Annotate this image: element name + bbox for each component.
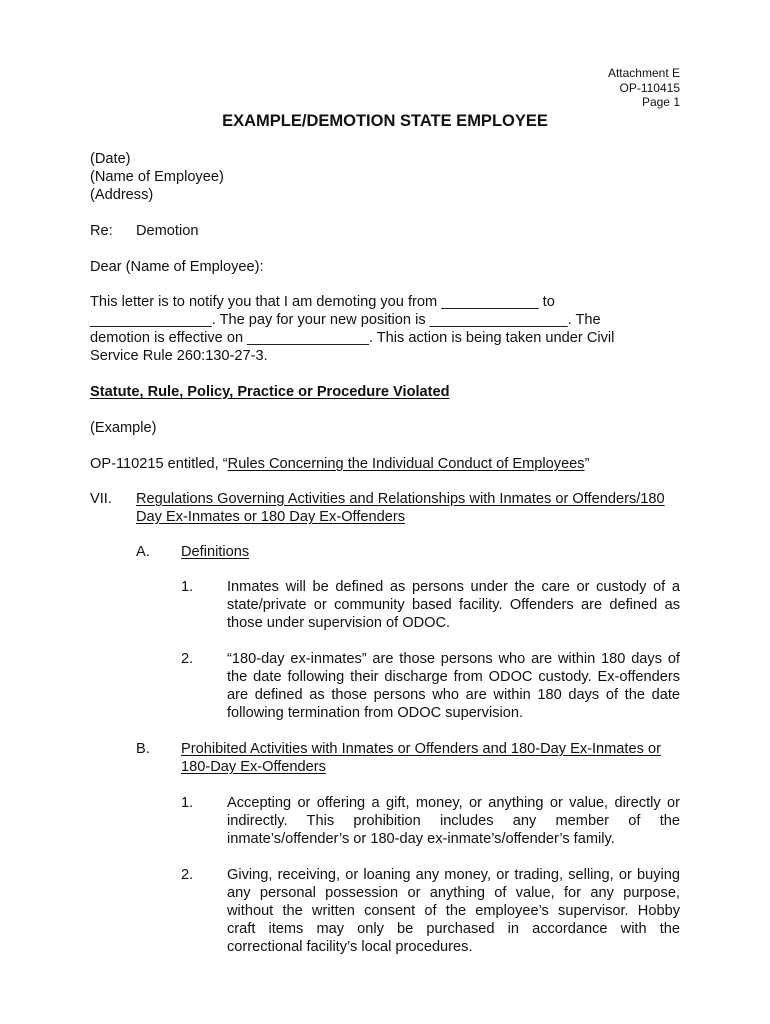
op-reference — [90, 455, 589, 473]
body-line: _______________. The pay for your new position is _________________. The — [90, 312, 601, 328]
list-item-line: Accepting or offering a gift, money, or anything or value, directly or — [227, 795, 680, 811]
list-item-line: craft items may only be purchased in accordance with the — [227, 921, 680, 937]
list-item-line: correctional facility’s local procedures. — [227, 939, 473, 955]
section-b-letter: B. — [136, 741, 150, 757]
re-subject: Demotion — [136, 223, 199, 239]
section-b-heading: Prohibited Activities with Inmates or Offenders and 180-Day Ex-Inmates or — [181, 741, 661, 757]
op-reference-link[interactable]: Rules Concerning the Individual Conduct of Employees — [227, 456, 585, 472]
statute-heading: Statute, Rule, Policy, Practice or Procedure Violated — [90, 384, 450, 400]
salutation: Dear (Name of Employee): — [90, 259, 264, 275]
body-line: Service Rule 260:130-27-3. — [90, 348, 268, 364]
list-item-line: “180-day ex-inmates” are those persons who are within 180 days of — [227, 651, 680, 667]
section-vii-heading: Day Ex-Inmates or 180 Day Ex-Offenders — [136, 509, 406, 525]
re-label: Re: — [90, 223, 113, 239]
list-item-number: 1. — [181, 579, 194, 595]
section-vii-number: VII. — [90, 491, 112, 507]
list-item-line: inmate’s/offender’s or 180-day ex-inmate’s/offender’s family. — [227, 831, 615, 847]
attachment-label: Attachment E — [607, 66, 680, 80]
list-item-line: Giving, receiving, or loaning any money, or trading, selling, or buying — [227, 867, 680, 883]
section-a-letter: A. — [136, 544, 150, 560]
body-line: demotion is effective on _______________. This action is being taken under Civil — [90, 330, 615, 346]
address-placeholder: (Address) — [90, 187, 154, 203]
op-number-label: OP-110415 — [619, 80, 680, 95]
body-line: This letter is to notify you that I am demoting you from ____________ to — [90, 294, 555, 310]
list-item-line: the date following their discharge from ODOC custody. Ex-offenders — [227, 669, 680, 685]
section-a-heading: Definitions — [181, 544, 250, 560]
list-item-line: those under supervision of ODOC. — [227, 615, 451, 631]
date-placeholder: (Date) — [90, 151, 131, 167]
employee-name-placeholder: (Name of Employee) — [90, 169, 224, 185]
list-item-line: without the written consent of the employee’s supervisor. Hobby — [227, 903, 680, 919]
list-item-line: any personal possession or anything of value, for any purpose, — [227, 885, 680, 901]
list-item-line: following termination from ODOC supervision. — [227, 705, 524, 721]
list-item-line: Inmates will be defined as persons under the care or custody of a — [227, 579, 680, 595]
list-item-line: indirectly. This prohibition includes any member of the — [227, 813, 680, 829]
section-b-heading: 180-Day Ex-Offenders — [181, 759, 326, 775]
example-label: (Example) — [90, 420, 157, 436]
document-title: EXAMPLE/DEMOTION STATE EMPLOYEE — [222, 112, 548, 130]
list-item-number: 2. — [181, 867, 194, 883]
list-item-line: state/private or community based facility. Offenders are defined as — [227, 597, 680, 613]
list-item-line: are defined as those persons who are within 180 days of the date — [227, 687, 680, 703]
list-item-number: 2. — [181, 651, 194, 667]
op-reference-prefix: OP-110215 entitled, “ — [90, 456, 228, 472]
list-item-number: 1. — [181, 795, 194, 811]
page-number-label: Page 1 — [641, 95, 680, 109]
op-reference-suffix: ” — [584, 456, 590, 472]
section-vii-heading: Regulations Governing Activities and Relationships with Inmates or Offenders/180 — [136, 491, 665, 507]
